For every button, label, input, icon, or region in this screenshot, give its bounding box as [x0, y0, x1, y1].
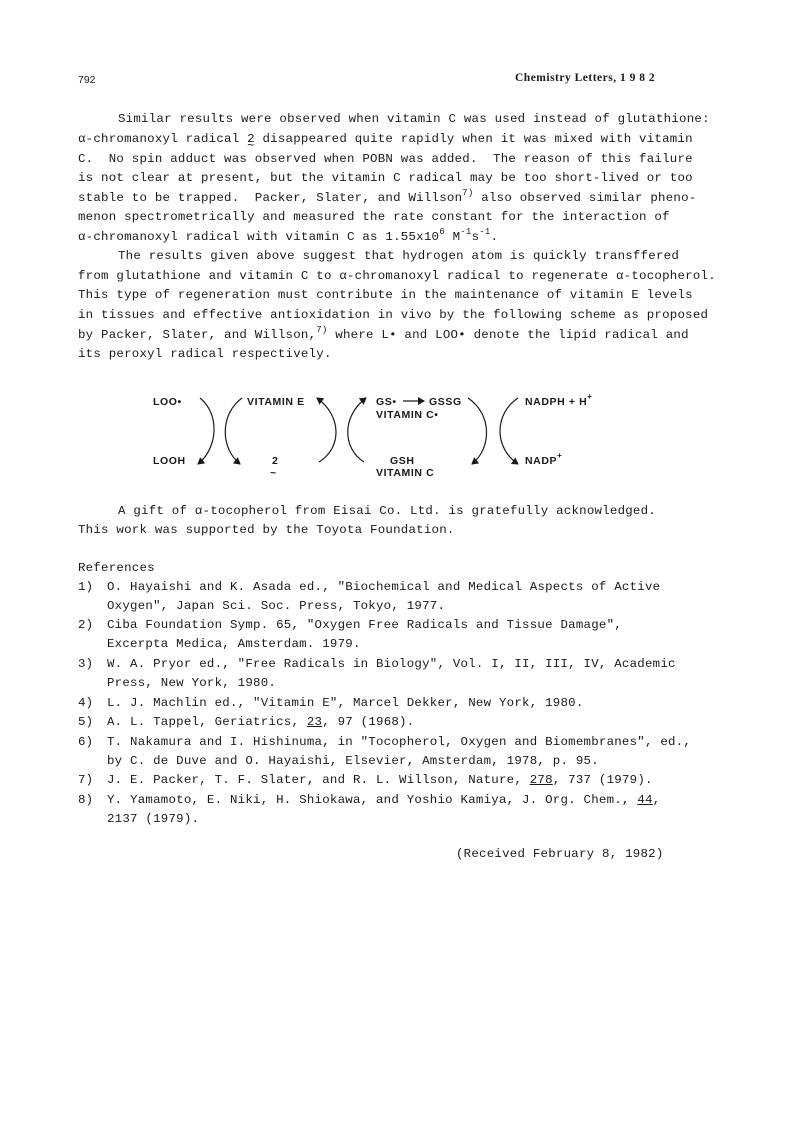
page-number: 792: [78, 74, 96, 86]
exponent: -1: [479, 227, 491, 237]
text-span: M: [444, 230, 461, 244]
tilde-underline: ~: [270, 467, 277, 479]
text-span: α-chromanoxyl radical with vitamin C as 1.55x10: [78, 230, 440, 244]
text-line: is not clear at present, but the vitamin C radical may be too short-lived or too: [78, 171, 693, 185]
text-span: A. L. Tappel, Geriatrics,: [107, 715, 307, 729]
text-line: C. No spin adduct was observed when POBN was added. The reason of this failure: [78, 152, 693, 166]
ref-text: [107, 773, 653, 787]
text-line: [78, 327, 689, 343]
text-line: menon spectrometrically and measured the rate constant for the interaction of: [78, 210, 670, 224]
nadp-superscript: +: [557, 451, 563, 460]
loo-radical-label: LOO•: [153, 396, 182, 408]
compound-number-2: 2 ~: [247, 131, 255, 147]
text-line: its peroxyl radical respectively.: [78, 347, 332, 361]
text-line: from glutathione and vitamin C to α-chromanoxyl radical to regenerate α-tocopherol.: [78, 269, 716, 283]
compound-2-label: 2: [272, 455, 279, 467]
arrow-vite-to-2: [225, 398, 242, 464]
text-line: The results given above suggest that hydrogen atom is quickly transffered: [118, 249, 680, 263]
text-span: Y. Yamamoto, E. Niki, H. Shiokawa, and Yoshio Kamiya, J. Org. Chem.,: [107, 793, 638, 807]
ref-text: W. A. Pryor ed., "Free Radicals in Biology", Vol. I, II, III, IV, Academic: [107, 657, 676, 671]
text-span: also observed similar pheno-: [473, 191, 697, 205]
text-span: .: [490, 230, 499, 244]
ref-text: [107, 715, 414, 729]
volume-number: 278: [529, 773, 553, 787]
text-span: where L• and LOO• denote the lipid radical and: [327, 328, 689, 342]
text-span: , 97 (1968).: [322, 715, 415, 729]
text-line: Similar results were observed when vitamin C was used instead of glutathione:: [118, 112, 710, 126]
text-line: [78, 190, 696, 206]
volume-number: 23: [306, 715, 323, 729]
received-date: (Received February 8, 1982): [456, 847, 664, 861]
reaction-scheme: [120, 384, 660, 484]
ref-number: 6): [78, 735, 94, 749]
ref-number: 3): [78, 657, 94, 671]
exponent: -1: [460, 227, 472, 237]
ref-text: Ciba Foundation Symp. 65, "Oxygen Free Radicals and Tissue Damage",: [107, 618, 622, 632]
ref-number: 1): [78, 580, 94, 594]
citation-superscript: 7): [462, 188, 474, 198]
arrow-loo-to-looh: [198, 398, 214, 464]
arrow-gsh-to-gs: [348, 398, 366, 462]
text-span: by Packer, Slater, and Willson,: [78, 328, 317, 342]
text-span: disappeared quite rapidly when it was mixed with vitamin: [254, 132, 693, 146]
ref-number: 8): [78, 793, 94, 807]
arrow-gs-to-gsh: [468, 398, 487, 464]
nadp-text: NADP: [525, 455, 558, 467]
text-span: stable to be trapped. Packer, Slater, and Willson: [78, 191, 463, 205]
ref-text: Excerpta Medica, Amsterdam. 1979.: [107, 637, 361, 651]
nadph-text: NADPH + H: [525, 396, 588, 408]
looh-label: LOOH: [153, 455, 186, 467]
nadph-label: [525, 392, 593, 408]
ref-text: Press, New York, 1980.: [107, 676, 277, 690]
text-line: This work was supported by the Toyota Foundation.: [78, 523, 455, 537]
ref-text: T. Nakamura and I. Hishinuma, in "Tocopherol, Oxygen and Biomembranes", ed.,: [107, 735, 692, 749]
ref-text: Oxygen", Japan Sci. Soc. Press, Tokyo, 1977.: [107, 599, 446, 613]
text-span: , 737 (1979).: [552, 773, 653, 787]
ref-text: 2137 (1979).: [107, 812, 200, 826]
ref-text: O. Hayaishi and K. Asada ed., "Biochemical and Medical Aspects of Active: [107, 580, 661, 594]
text-line: A gift of α-tocopherol from Eisai Co. Ltd. is gratefully acknowledged.: [118, 504, 656, 518]
text-span: J. E. Packer, T. F. Slater, and R. L. Willson, Nature,: [107, 773, 530, 787]
ref-text: by C. de Duve and O. Hayaishi, Elsevier, Amsterdam, 1978, p. 95.: [107, 754, 599, 768]
ref-text: [107, 793, 660, 807]
references-heading: References: [78, 561, 155, 575]
citation-superscript: 7): [316, 325, 328, 335]
text-span: α-chromanoxyl radical: [78, 132, 248, 146]
gssg-label: GSSG: [429, 396, 462, 408]
journal-title: Chemistry Letters, 1 9 8 2: [515, 72, 656, 84]
arrow-2-to-vite: [317, 398, 336, 462]
volume-number: 44: [637, 793, 653, 807]
text-line: in tissues and effective antioxidation in vivo by the following scheme as proposed: [78, 308, 709, 322]
vitamin-c-label: VITAMIN C: [376, 467, 435, 479]
ref-number: 2): [78, 618, 94, 632]
nadph-superscript: +: [587, 392, 593, 401]
nadp-label: [525, 451, 562, 467]
text-line: [78, 131, 693, 147]
arrow-nadph-to-nadp: [500, 398, 518, 464]
text-line: This type of regeneration must contribute in the maintenance of vitamin E levels: [78, 288, 693, 302]
ref-number: 4): [78, 696, 94, 710]
exponent: 6: [439, 227, 445, 237]
text-span: s: [471, 230, 480, 244]
gs-radical-label: GS•: [376, 396, 397, 408]
ref-text: L. J. Machlin ed., "Vitamin E", Marcel Dekker, New York, 1980.: [107, 696, 584, 710]
text-line: [78, 229, 498, 245]
ref-number: 5): [78, 715, 94, 729]
vitamin-e-label: VITAMIN E: [247, 396, 305, 408]
gsh-label: GSH: [390, 455, 415, 467]
ref-number: 7): [78, 773, 94, 787]
vitamin-c-radical-label: VITAMIN C•: [376, 409, 439, 421]
text-span: ,: [652, 793, 661, 807]
